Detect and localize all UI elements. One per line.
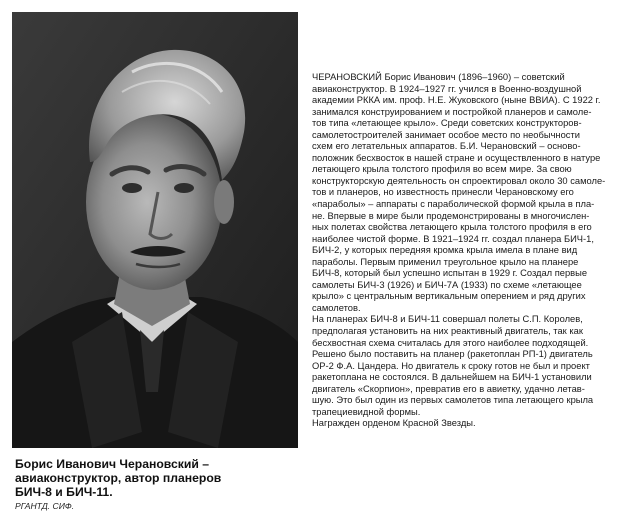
portrait-illustration — [12, 12, 298, 448]
photo-caption — [15, 457, 305, 512]
caption-text: Борис Иванович Черановский – авиаконструктор, автор планеров БИЧ-8 и БИЧ-11. — [15, 457, 222, 500]
biography-paragraph: На планерах БИЧ-8 и БИЧ-11 совершал полеты С.П. Королев, предполагая установить на них реактивный двигатель, так как бесхвостная схема считалась для этого наиболее подходящей. Решено было поставить на планер (ракетоплан РП-1) двигатель ОР-2 Ф.А. Цандера. Но двигатель к сроку готов не был и проект ракетоплана не состоялся. В дальнейшем на БИЧ-1 установили двигатель «Скорпион», превратив его в авиетку, удачно летав- шую. Это был один из первых самолетов типа летающего крыла трапециевидной формы. — [312, 314, 594, 417]
caption-source: РГАНТД. СИФ. — [15, 500, 75, 511]
portrait-photo — [12, 12, 298, 448]
biography-paragraph: ЧЕРАНОВСКИЙ Борис Иванович (1896–1960) – советский авиаконструктор. В 1924–1927 гг. учился в Военно-воздушной академии РККА им. проф. Н.Е. Жуковского (ныне ВВИА). С 1922 г. занимался конструированием и постройкой планеров и самоле- тов типа «летающее крыло». Среди советских конструкторов- самолетостроителей занимает особое место по необычности схем его летательных аппаратов. Б.И. Черановский – осново- положник бесхвосток в нашей стране и осуществленного в натуре летающего крыла толстого профиля во всем мире. За свою конструкторскую деятельность он спроектировал около 30 самоле- тов и планеров, но известность принесли Черановскому его «параболы» – аппараты с параболической формой крыла в пла- не. Впервые в мире были продемонстрированы в многочислен- ных полетах свойства летающего крыла толстого профиля в его наиболее чистой форме. В 1921–1924 гг. создал планера БИЧ-1, БИЧ-2, у которых передняя кромка крыла имела в плане вид параболы. Первым применил треугольное крыло на планере БИЧ-8, который был успешно испытан в 1929 г. Создал первые самолеты БИЧ-3 (1926) и БИЧ-7А (1933) по схеме «летающее крыло» с центральным вертикальным оперением и ряд других самолетов. — [312, 72, 606, 313]
biography-paragraph: Награжден орденом Красной Звезды. — [312, 418, 476, 429]
biography-text — [312, 72, 634, 430]
